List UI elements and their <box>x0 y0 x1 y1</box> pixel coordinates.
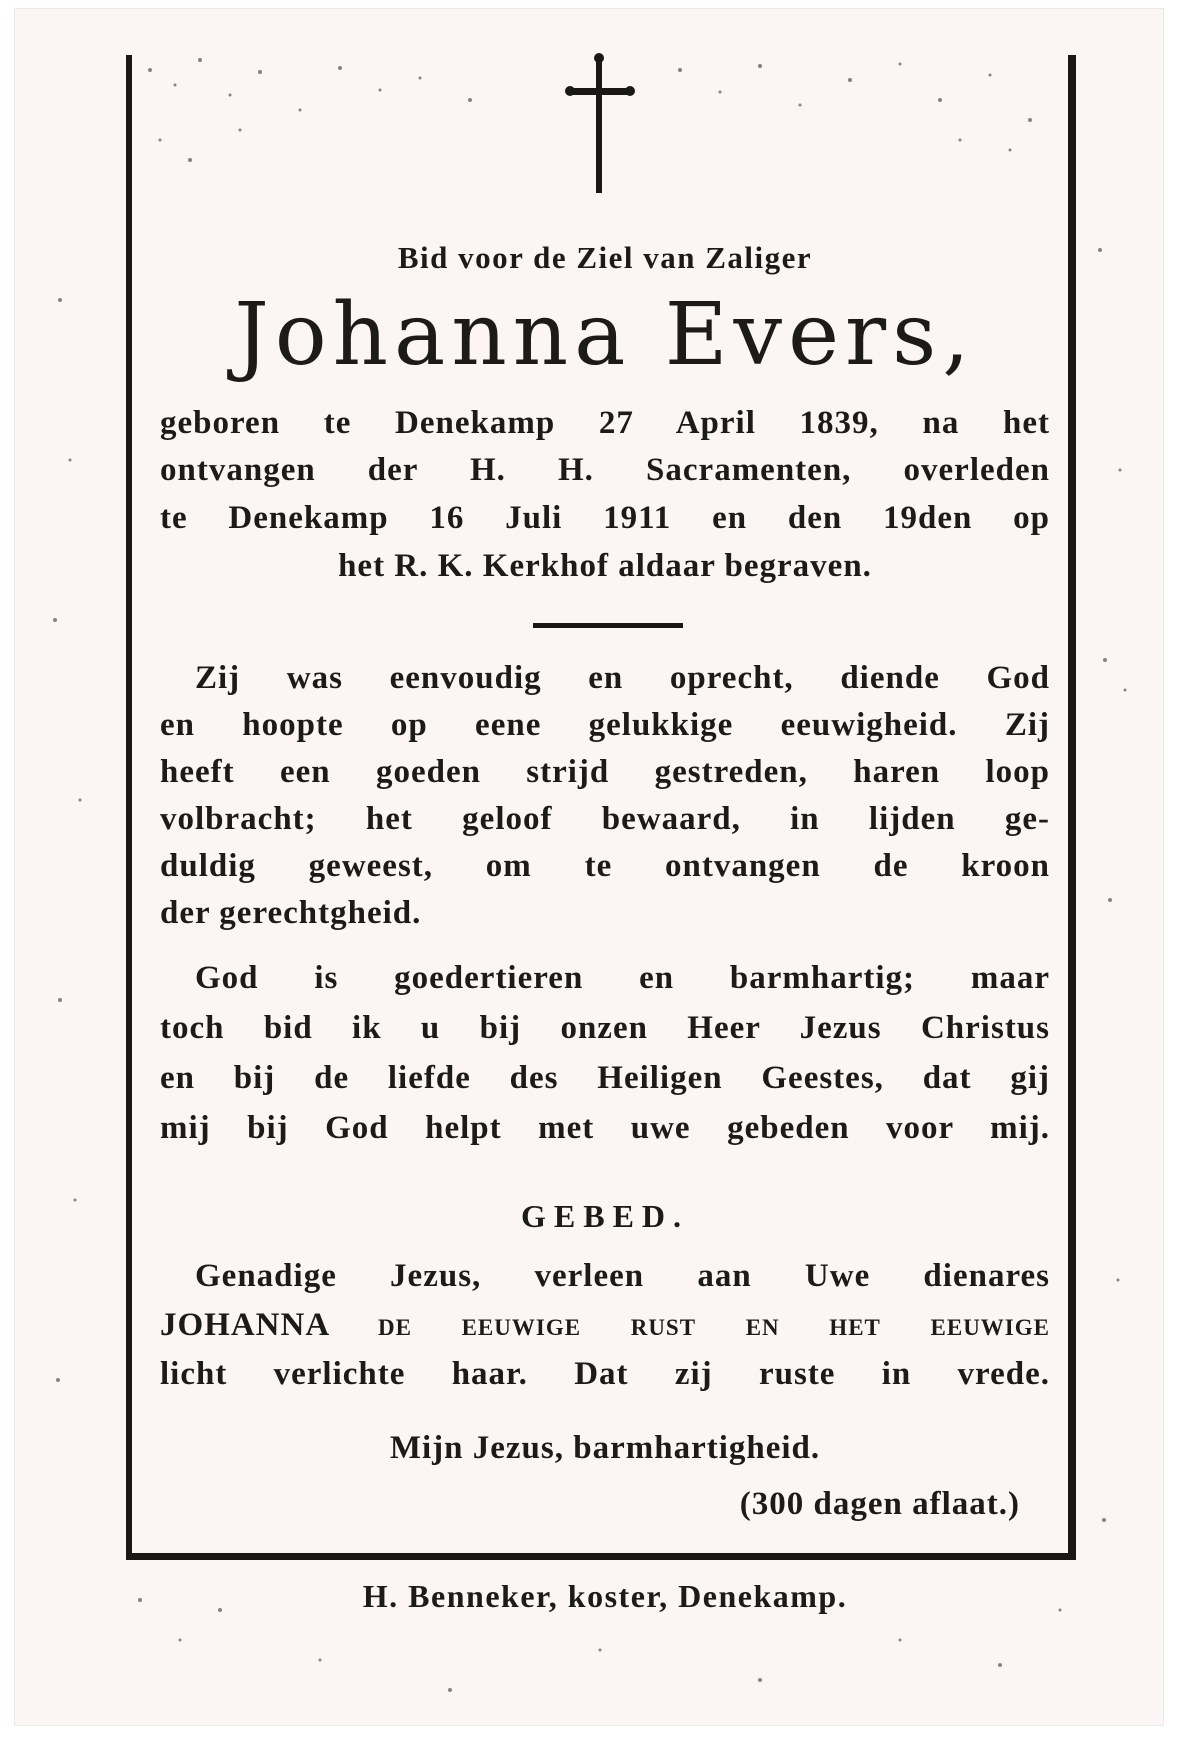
prayer-line: JOHANNA de eeuwige rust en het eeuwige <box>160 1307 1050 1343</box>
prayer-title: GEBED. <box>520 1198 690 1234</box>
right-border-rule <box>1068 55 1076 1560</box>
deceased-name: Johanna Evers, <box>234 285 976 385</box>
mercy-line: en bij de liefde des Heiligen Geestes, dat gij <box>160 1060 1050 1096</box>
invocation-line: Bid voor de Ziel van Zaliger <box>397 240 813 275</box>
prayer-line: Genadige Jezus, verleen aan Uwe dienares <box>195 1258 1050 1294</box>
ejaculation-line: Mijn Jezus, barmhartigheid. <box>389 1430 821 1466</box>
bio-line: ontvangen der H. H. Sacramenten, overleden <box>160 452 1050 488</box>
virtue-line: en hoopte op eene gelukkige eeuwigheid. Zij <box>160 707 1050 743</box>
section-divider <box>533 623 683 628</box>
virtue-line: duldig geweest, om te ontvangen de kroon <box>160 848 1050 884</box>
bio-line: het R. K. Kerkhof aldaar begraven. <box>338 548 872 584</box>
bio-line: geboren te Denekamp 27 April 1839, na het <box>160 405 1050 441</box>
bottom-border-rule <box>126 1553 1076 1560</box>
virtue-line: volbracht; het geloof bewaard, in lijden ge- <box>160 801 1050 837</box>
mercy-line: toch bid ik u bij onzen Heer Jezus Christus <box>160 1010 1050 1046</box>
printer-imprint: H. Benneker, koster, Denekamp. <box>362 1578 848 1614</box>
mercy-line: mij bij God helpt met uwe gebeden voor mij. <box>160 1110 1050 1146</box>
mercy-line: God is goedertieren en barmhartig; maar <box>195 960 1050 996</box>
virtue-line: Zij was eenvoudig en oprecht, diende God <box>195 660 1050 696</box>
virtue-line: der gerechtgheid. <box>160 895 422 931</box>
indulgence-note: (300 dagen aflaat.) <box>739 1486 1020 1522</box>
virtue-line: heeft een goeden strijd gestreden, haren loop <box>160 754 1050 790</box>
bio-line: te Denekamp 16 Juli 1911 en den 19den op <box>160 500 1050 536</box>
cross-icon <box>560 50 640 200</box>
prayer-line: licht verlichte haar. Dat zij ruste in vrede. <box>160 1356 1050 1392</box>
left-border-rule <box>126 55 132 1560</box>
